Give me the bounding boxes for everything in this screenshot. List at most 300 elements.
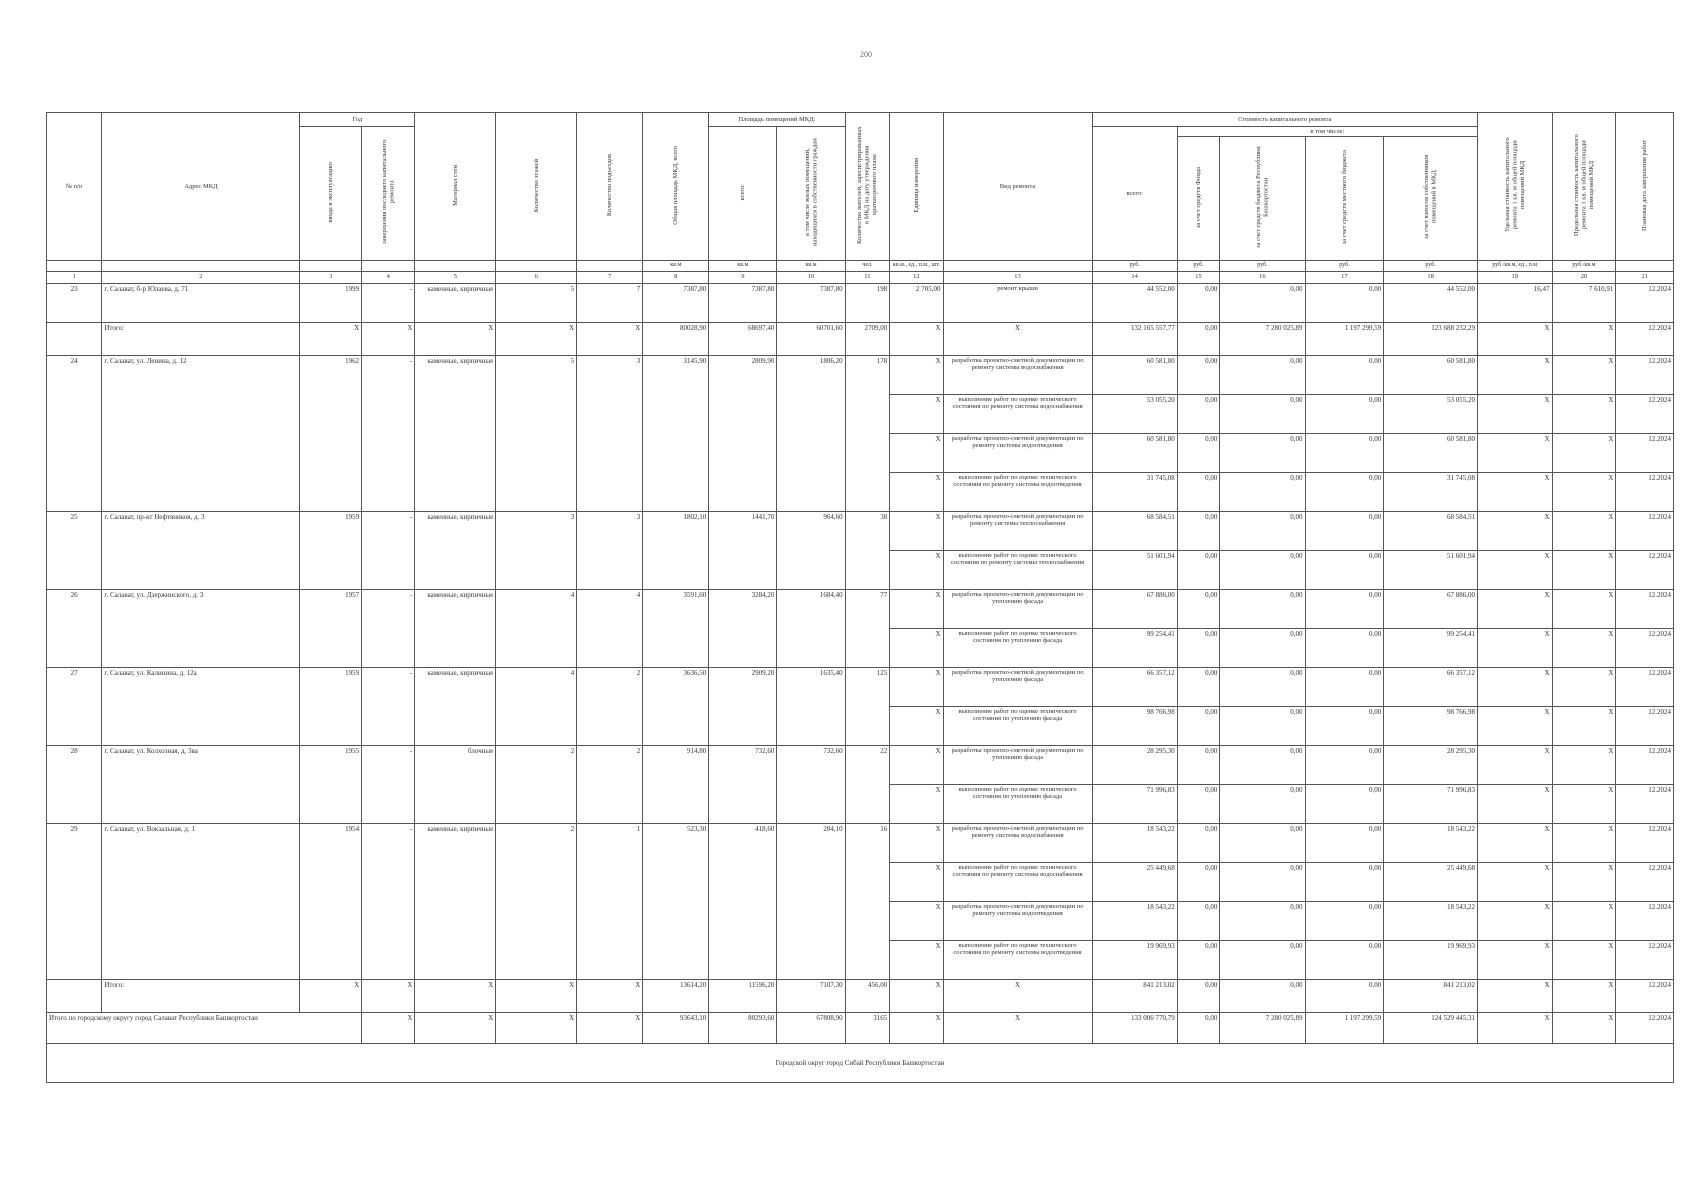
total-area: 1802,10 [643,511,709,589]
grand-total-c20: X [1552,1012,1616,1043]
cost-d21: 12.2024 [1616,940,1674,979]
floors-count: 4 [496,589,577,667]
cost-c18: 51 601,94 [1384,550,1478,589]
premises-area: 418,60 [709,823,777,979]
cost-c16: 0,00 [1220,589,1305,628]
subtotal-ent: X [577,322,643,355]
cost-c14: 51 601,94 [1092,550,1177,589]
cost-c18: 31 745,08 [1384,472,1478,511]
grand-total-label: Итого по городскому округу город Салават Республики Башкортостан [47,1012,362,1043]
table-row [47,511,1674,550]
column-number-cell: 10 [777,271,845,283]
cost-c19: X [1477,862,1552,901]
cost-d21: 12.2024 [1616,862,1674,901]
cost-c17: 0,00 [1305,355,1384,394]
subtotal-a8: 13614,20 [643,979,709,1012]
row-number: 23 [47,283,102,322]
subtotal-a9: 68697,40 [709,322,777,355]
residential-area: 964,60 [777,511,845,589]
header-year-group: Год [300,113,415,127]
cost-c20: X [1552,511,1616,550]
header-col-10: в том числе жилых помещений, находящихся в собственности граждан [777,127,845,261]
year-last-repair: - [362,745,415,823]
grand-total-fl: X [496,1012,577,1043]
cost-c18: 60 581,80 [1384,433,1478,472]
header-cost-incl: в том числе: [1177,127,1477,137]
entrances-count: 4 [577,589,643,667]
year-last-repair: - [362,589,415,667]
grand-total-c14: 133 006 770,79 [1092,1012,1177,1043]
subtotal-c17: 0,00 [1305,979,1384,1012]
header-col-7: Количество подъездов [577,113,643,261]
grand-total-c18: 124 529 445,31 [1384,1012,1478,1043]
column-number-cell: 14 [1092,271,1177,283]
subtotal-c16: 7 280 025,89 [1220,322,1305,355]
cost-c17: 0,00 [1305,862,1384,901]
row-number-empty [47,322,102,355]
subtotal-mat: X [415,322,496,355]
cost-d21: 12.2024 [1616,706,1674,745]
unit-cell: руб. [1177,260,1220,271]
cost-c15: 0,00 [1177,745,1220,784]
column-number-cell: 7 [577,271,643,283]
unit-value: X [890,550,943,589]
cost-d21: 12.2024 [1616,667,1674,706]
grand-total-u12: X [890,1012,943,1043]
grand-total-c17: 1 197 299,59 [1305,1012,1384,1043]
grand-total-work: X [943,1012,1092,1043]
cost-c17: 0,00 [1305,550,1384,589]
cost-c17: 0,00 [1305,940,1384,979]
cost-c20: X [1552,433,1616,472]
cost-c17: 0,00 [1305,706,1384,745]
cost-c18: 19 969,93 [1384,940,1478,979]
cost-c16: 0,00 [1220,940,1305,979]
residential-area: 284,10 [777,823,845,979]
grand-total-p11: 3165 [845,1012,890,1043]
subtotal-a10: 7107,30 [777,979,845,1012]
cost-d21: 12.2024 [1616,589,1674,628]
repair-type: разработка проектно-сметной документации по ремонту системы теплоснабжения [943,511,1092,550]
section-heading-row [47,1043,1674,1082]
table-row [47,667,1674,706]
premises-area: 3284,20 [709,589,777,667]
subtotal-c20: X [1552,322,1616,355]
cost-c17: 0,00 [1305,628,1384,667]
unit-value: X [890,823,943,862]
table-row [47,745,1674,784]
cost-c16: 0,00 [1220,667,1305,706]
cost-c17: 0,00 [1305,511,1384,550]
premises-area: 2909,20 [709,667,777,745]
repair-type: выполнение работ по оценке технического состояния по утеплению фасада [943,628,1092,667]
total-area: 3145,90 [643,355,709,511]
building-address: г. Салават, ул. Вокзальная, д. 1 [102,823,300,979]
capital-repair-register [46,112,1674,1083]
cost-c16: 0,00 [1220,628,1305,667]
grand-total-c16: 7 280 025,89 [1220,1012,1305,1043]
row-number: 24 [47,355,102,511]
cost-c18: 18 543,22 [1384,823,1478,862]
year-commissioned: 1957 [300,589,362,667]
wall-material: каменные, кирпичные [415,283,496,322]
cost-c20: X [1552,667,1616,706]
cost-d21: 12.2024 [1616,784,1674,823]
header-col-6: Количество этажей [496,113,577,261]
cost-c14: 68 584,51 [1092,511,1177,550]
cost-c15: 0,00 [1177,940,1220,979]
grand-total-ent: X [577,1012,643,1043]
residential-area: 1806,20 [777,355,845,511]
cost-c16: 0,00 [1220,394,1305,433]
column-number-cell: 6 [496,271,577,283]
cost-c15: 0,00 [1177,667,1220,706]
row-number: 25 [47,511,102,589]
year-last-repair: - [362,355,415,511]
row-number-empty [47,979,102,1012]
cost-c20: X [1552,940,1616,979]
section-heading: Городской округ город Сибай Республики Башкортостан [47,1043,1674,1082]
header-col-19: Удельная стоимость капитального ремонта 1 кв. м общей площади помещений МКД [1477,113,1552,261]
cost-c16: 0,00 [1220,283,1305,322]
unit-value: X [890,706,943,745]
building-address: г. Салават, ул. Дзержинского, д. 3 [102,589,300,667]
repair-type: выполнение работ по оценке технического состояния по ремонту системы водоотведения [943,940,1092,979]
unit-value: X [890,784,943,823]
header-col-2: Адрес МКД [102,113,300,261]
cost-c19: X [1477,823,1552,862]
subtotal-ent: X [577,979,643,1012]
year-last-repair: - [362,511,415,589]
unit-cell: руб. [1220,260,1305,271]
repair-type: выполнение работ по оценке технического состояния по ремонту системы водоснабжения [943,394,1092,433]
cost-c17: 0,00 [1305,784,1384,823]
floors-count: 4 [496,667,577,745]
repair-type: выполнение работ по оценке технического состояния по утеплению фасада [943,784,1092,823]
cost-d21: 12.2024 [1616,901,1674,940]
header-units-row [47,260,1674,271]
header-cost-group: Стоимость капитального ремонта [1092,113,1477,127]
column-number-cell: 2 [102,271,300,283]
cost-c15: 0,00 [1177,355,1220,394]
cost-c16: 0,00 [1220,433,1305,472]
cost-c14: 53 055,20 [1092,394,1177,433]
subtotal-label: Итого: [102,979,300,1012]
cost-c17: 0,00 [1305,283,1384,322]
year-commissioned: 1999 [300,283,362,322]
cost-c20: X [1552,472,1616,511]
cost-c17: 0,00 [1305,589,1384,628]
cost-c14: 19 969,93 [1092,940,1177,979]
subtotal-work: X [943,979,1092,1012]
header-col-11: Количество жителей, зарегистрированных в МКД на дату утверждения краткосрочного плана [845,113,890,261]
floors-count: 5 [496,283,577,322]
subtotal-y2: X [362,979,415,1012]
wall-material: блочные [415,745,496,823]
header-col-8: Общая площадь МКД, всего [643,113,709,261]
repair-type: выполнение работ по оценке технического состояния по ремонту системы водоотведения [943,472,1092,511]
subtotal-c16: 0,00 [1220,979,1305,1012]
cost-c18: 44 552,00 [1384,283,1478,322]
unit-value: X [890,745,943,784]
grand-total-c15: 0,00 [1177,1012,1220,1043]
header-col-12: Единица измерения [890,113,943,261]
subtotal-a10: 60701,60 [777,322,845,355]
entrances-count: 2 [577,745,643,823]
header-col-1: № п/п [47,113,102,261]
cost-c14: 66 357,12 [1092,667,1177,706]
year-last-repair: - [362,283,415,322]
unit-value: X [890,667,943,706]
cost-c14: 60 581,80 [1092,355,1177,394]
cost-c18: 99 254,41 [1384,628,1478,667]
column-number-cell: 15 [1177,271,1220,283]
cost-d21: 12.2024 [1616,283,1674,322]
subtotal-row [47,979,1674,1012]
header-col-3: ввода в эксплуатацию [300,127,362,261]
subtotal-y1: X [300,979,362,1012]
cost-c19: X [1477,472,1552,511]
subtotal-c18: 841 213,02 [1384,979,1478,1012]
cost-d21: 12.2024 [1616,628,1674,667]
cost-c15: 0,00 [1177,706,1220,745]
premises-area: 7387,80 [709,283,777,322]
cost-c19: X [1477,784,1552,823]
residents-count: 22 [845,745,890,823]
header-col-18: за счет взносов собственников помещений в МКД [1384,137,1478,260]
floors-count: 2 [496,823,577,979]
subtotal-row [47,322,1674,355]
total-area: 523,30 [643,823,709,979]
cost-c17: 0,00 [1305,433,1384,472]
year-last-repair: - [362,823,415,979]
subtotal-c14: 841 213,02 [1092,979,1177,1012]
residential-area: 1684,40 [777,589,845,667]
unit-cell [496,260,577,271]
cost-c17: 0,00 [1305,667,1384,706]
cost-c19: X [1477,745,1552,784]
repair-type: разработка проектно-сметной документации по ремонту системы водоотведения [943,433,1092,472]
residential-area: 7387,80 [777,283,845,322]
repair-type: выполнение работ по оценке технического состояния по утеплению фасада [943,706,1092,745]
cost-c19: X [1477,511,1552,550]
year-commissioned: 1954 [300,823,362,979]
grand-total-y2: X [362,1012,415,1043]
header-col-17: за счет средств местного бюджета [1305,137,1384,260]
subtotal-c19: X [1477,322,1552,355]
subtotal-p11: 456,00 [845,979,890,1012]
entrances-count: 3 [577,511,643,589]
header-col-15: за счет средств Фонда [1177,137,1220,260]
unit-cell: руб. [1305,260,1384,271]
residential-area: 1635,40 [777,667,845,745]
residents-count: 125 [845,667,890,745]
column-number-cell: 8 [643,271,709,283]
unit-cell [362,260,415,271]
cost-c15: 0,00 [1177,901,1220,940]
table-row [47,589,1674,628]
header-col-9: всего: [709,127,777,261]
cost-c20: X [1552,394,1616,433]
table-row [47,283,1674,322]
repair-type: выполнение работ по оценке технического состояния по ремонту системы водоснабжения [943,862,1092,901]
cost-d21: 12.2024 [1616,511,1674,550]
grand-total-mat: X [415,1012,496,1043]
subtotal-c15: 0,00 [1177,979,1220,1012]
cost-c16: 0,00 [1220,355,1305,394]
repair-type: разработка проектно-сметной документации по утеплению фасада [943,589,1092,628]
entrances-count: 1 [577,823,643,979]
unit-cell: чел. [845,260,890,271]
header-col-13: Вид ремонта [943,113,1092,261]
subtotal-u12: X [890,979,943,1012]
total-area: 3591,60 [643,589,709,667]
unit-value: 2 705,00 [890,283,943,322]
total-area: 7387,80 [643,283,709,322]
grand-total-row [47,1012,1674,1043]
unit-cell: руб./кв.м, ед., п.м [1477,260,1552,271]
repair-type: разработка проектно-сметной документации по ремонту системы водоотведения [943,901,1092,940]
cost-c15: 0,00 [1177,511,1220,550]
cost-c18: 98 766,98 [1384,706,1478,745]
cost-c14: 18 543,22 [1092,823,1177,862]
row-number: 28 [47,745,102,823]
cost-c20: X [1552,706,1616,745]
wall-material: каменные, кирпичные [415,823,496,979]
cost-c19: X [1477,628,1552,667]
cost-c14: 67 886,00 [1092,589,1177,628]
grand-total-d21: 12.2024 [1616,1012,1674,1043]
cost-d21: 12.2024 [1616,433,1674,472]
table-row [47,355,1674,394]
repair-type: разработка проектно-сметной документации по ремонту системы водоснабжения [943,355,1092,394]
cost-c18: 53 055,20 [1384,394,1478,433]
building-address: г. Салават, ул. Калинина, д. 12а [102,667,300,745]
premises-area: 732,60 [709,745,777,823]
cost-c16: 0,00 [1220,901,1305,940]
residents-count: 178 [845,355,890,511]
residents-count: 77 [845,589,890,667]
wall-material: каменные, кирпичные [415,355,496,511]
cost-c14: 28 295,30 [1092,745,1177,784]
cost-c20: X [1552,628,1616,667]
column-number-cell: 1 [47,271,102,283]
unit-value: X [890,589,943,628]
cost-c14: 31 745,08 [1092,472,1177,511]
unit-value: X [890,472,943,511]
row-number: 26 [47,589,102,667]
cost-c20: X [1552,589,1616,628]
cost-c19: X [1477,394,1552,433]
column-number-cell: 13 [943,271,1092,283]
cost-c19: X [1477,901,1552,940]
header-col-16: за счет средств бюджета Республики Башкортостан [1220,137,1305,260]
unit-cell [300,260,362,271]
cost-d21: 12.2024 [1616,550,1674,589]
cost-c14: 99 254,41 [1092,628,1177,667]
column-number-cell: 3 [300,271,362,283]
cost-c15: 0,00 [1177,550,1220,589]
subtotal-y1: X [300,322,362,355]
cost-c18: 68 584,51 [1384,511,1478,550]
header-col-20: Предельная стоимость капитального ремонта 1 кв. м общей площади помещений МКД [1552,113,1616,261]
unit-cell [577,260,643,271]
grand-total-c19: X [1477,1012,1552,1043]
row-number: 27 [47,667,102,745]
unit-cell: кв.м [709,260,777,271]
repair-type: разработка проектно-сметной документации по ремонту системы водоснабжения [943,823,1092,862]
unit-cell: кв.м., ед., п.м., шт. [890,260,943,271]
table-body [47,283,1674,1082]
year-commissioned: 1959 [300,511,362,589]
floors-count: 2 [496,745,577,823]
unit-value: X [890,394,943,433]
unit-value: X [890,355,943,394]
unit-cell [943,260,1092,271]
cost-c15: 0,00 [1177,394,1220,433]
cost-c18: 28 295,30 [1384,745,1478,784]
cost-c15: 0,00 [1177,862,1220,901]
unit-cell: руб. [1384,260,1478,271]
column-number-cell: 19 [1477,271,1552,283]
cost-c15: 0,00 [1177,784,1220,823]
year-commissioned: 1955 [300,745,362,823]
cost-c17: 0,00 [1305,394,1384,433]
subtotal-d21: 12.2024 [1616,979,1674,1012]
cost-d21: 12.2024 [1616,394,1674,433]
cost-c20: X [1552,745,1616,784]
cost-c14: 71 996,83 [1092,784,1177,823]
cost-c19: X [1477,667,1552,706]
cost-c20: X [1552,901,1616,940]
column-number-cell: 4 [362,271,415,283]
cost-c14: 18 543,22 [1092,901,1177,940]
cost-c16: 0,00 [1220,784,1305,823]
total-area: 914,80 [643,745,709,823]
residential-area: 732,60 [777,745,845,823]
grand-total-a8: 93643,10 [643,1012,709,1043]
column-number-cell: 17 [1305,271,1384,283]
unit-value: X [890,511,943,550]
cost-c17: 0,00 [1305,823,1384,862]
unit-cell [1616,260,1674,271]
cost-c19: X [1477,589,1552,628]
unit-value: X [890,433,943,472]
cost-c19: 16,47 [1477,283,1552,322]
cost-c20: X [1552,355,1616,394]
subtotal-a8: 80028,90 [643,322,709,355]
page-number: 200 [860,50,872,59]
unit-value: X [890,862,943,901]
cost-d21: 12.2024 [1616,472,1674,511]
cost-c15: 0,00 [1177,589,1220,628]
subtotal-y2: X [362,322,415,355]
wall-material: каменные, кирпичные [415,589,496,667]
row-number: 29 [47,823,102,979]
wall-material: каменные, кирпичные [415,511,496,589]
subtotal-a9: 11596,20 [709,979,777,1012]
column-number-cell: 21 [1616,271,1674,283]
cost-c15: 0,00 [1177,823,1220,862]
unit-value: X [890,940,943,979]
cost-c18: 60 581,80 [1384,355,1478,394]
premises-area: 2809,90 [709,355,777,511]
table-header [47,113,1674,284]
residents-count: 16 [845,823,890,979]
column-number-cell: 11 [845,271,890,283]
cost-c16: 0,00 [1220,550,1305,589]
cost-c14: 98 766,98 [1092,706,1177,745]
